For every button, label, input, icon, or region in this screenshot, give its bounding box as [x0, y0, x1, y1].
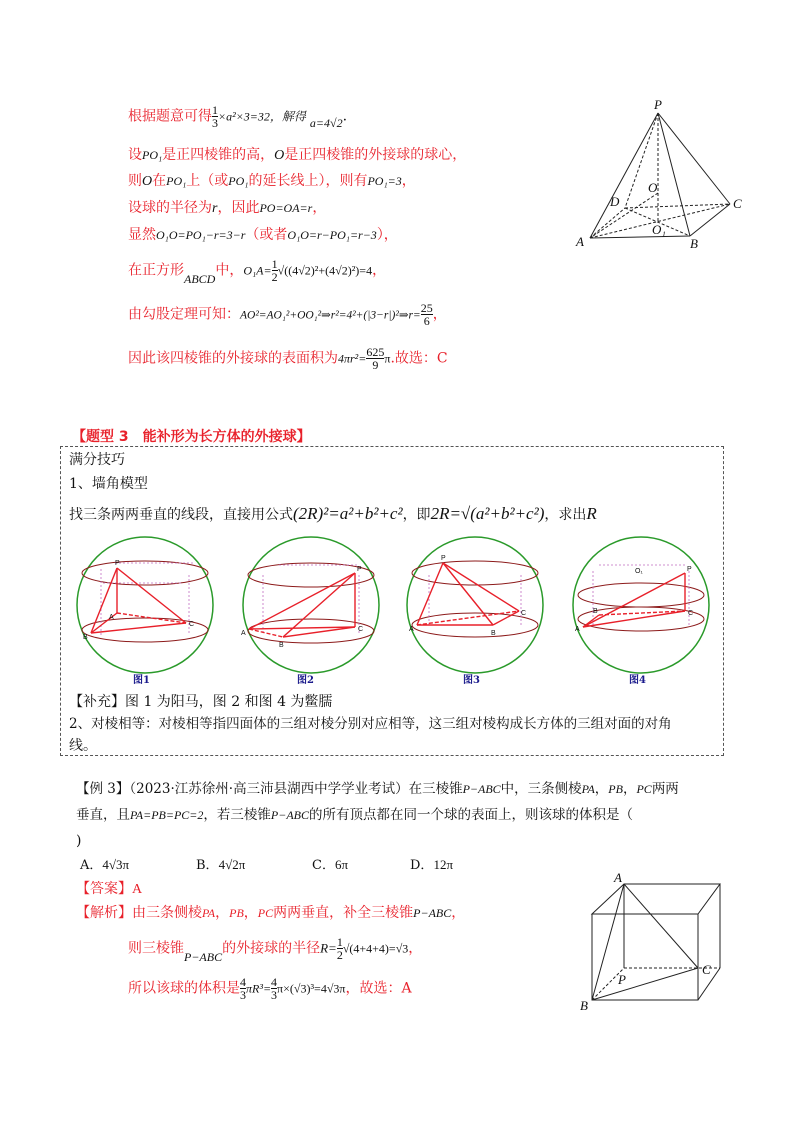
- fig-caption-4: 图4: [629, 675, 646, 686]
- fraction-625-9: $\frac{625}{9}$: [366, 345, 385, 372]
- svg-text:B: B: [279, 642, 284, 649]
- label-P: P: [654, 98, 662, 112]
- fig-caption-1: 图1: [133, 675, 150, 686]
- example3-line-1: 【例 3】（2023·江苏徐州·高三沛县湖西中学学业考试）在三棱锥P−ABC中，三条侧棱PA，PB，PC两两: [76, 781, 679, 797]
- pyramid-figure: [570, 98, 750, 250]
- answer-line: 【答案】A: [76, 881, 143, 897]
- fraction-four-thirds-b: $\frac{4}{3}$: [271, 975, 278, 1002]
- cube-label-P: P: [618, 972, 626, 987]
- tips-formula: 找三条两两垂直的线段，直接用公式(2R)²=a²+b²+c²，即2R=√(a²+b²+c²)，求出R: [69, 504, 597, 523]
- tips-heading: 满分技巧: [69, 452, 125, 468]
- svg-text:P: P: [115, 560, 120, 567]
- label-A: A: [576, 234, 584, 249]
- fig-caption-2: 图2: [297, 675, 314, 686]
- cube-label-A: A: [614, 870, 622, 885]
- svg-text:P: P: [441, 555, 446, 562]
- solution-line-1: 根据题意可得 $\frac{1}{3}$ ×a²×3=32，解得 a=4√2.: [128, 103, 348, 130]
- label-D: D: [610, 194, 620, 209]
- cube-label-C: C: [702, 962, 711, 977]
- svg-text:P: P: [687, 566, 692, 573]
- analysis-line-2: 则三棱锥P−ABC的外接球的半径R= $\frac{1}{2}$ √(4+4+4)=√3，: [128, 935, 423, 964]
- section-title: 【题型 3 能补形为长方体的外接球】: [72, 429, 311, 445]
- solution-line-6: 在正方形ABCD中，O₁A= $\frac{1}{2}$ √((4√2)²+(4√2)²)=4，: [128, 257, 387, 286]
- tips-supplement: 【补充】图 1 为阳马，图 2 和图 4 为鳖臑: [69, 694, 333, 710]
- solution-line-5: 显然O₁O=PO₁−r=3−r（或者O₁O=r−PO₁=r−3），: [128, 227, 398, 243]
- svg-text:A: A: [109, 614, 114, 621]
- fig-caption-3: 图3: [463, 675, 480, 686]
- solution-line-2: 设PO₁是正四棱锥的高，O是正四棱锥的外接球的球心，: [128, 147, 467, 163]
- option-d: D．12π: [410, 857, 454, 873]
- option-a: A．4√3π: [80, 857, 130, 873]
- svg-text:C: C: [358, 626, 364, 633]
- sphere-figure-3: [407, 537, 543, 673]
- svg-text:O₁: O₁: [635, 568, 643, 575]
- solution-line-7: 由勾股定理可知：AO²=AO₁²+OO₁²⇒r²=4²+(|3−r|)²⇒r= $\frac{25}{6}$ ，: [128, 301, 447, 328]
- svg-text:A: A: [575, 626, 580, 633]
- solution-line-4: 设球的半径为r，因此PO=OA=r，: [128, 200, 327, 216]
- tips-box: [60, 446, 724, 756]
- svg-text:C: C: [189, 621, 195, 628]
- label-C: C: [733, 196, 742, 211]
- svg-text:C: C: [521, 610, 527, 617]
- analysis-line-3: 所以该球的体积是 $\frac{4}{3}$ πR³= $\frac{4}{3}$ π×(√3)³=4√3π，故选：A: [128, 975, 412, 1002]
- sphere-figure-2: [241, 537, 379, 673]
- sphere-figure-4: [573, 537, 709, 673]
- analysis-line-1: 【解析】由三条侧棱PA，PB，PC两两垂直，补全三棱锥P−ABC，: [76, 905, 466, 921]
- tips-item-2-line-1: 2、对棱相等：对棱相等指四面体的三组对棱分别对应相等，这三组对棱构成长方体的三组对面的对角: [69, 716, 672, 732]
- svg-text:C: C: [688, 610, 694, 617]
- sphere-figures: [69, 535, 717, 685]
- svg-text:B: B: [593, 608, 598, 615]
- tips-item-1: 1、墙角模型: [69, 476, 148, 492]
- fraction-analysis-half: $\frac{1}{2}$: [336, 935, 343, 962]
- option-b: B．4√2π: [196, 857, 246, 873]
- svg-text:A: A: [409, 626, 414, 633]
- label-B: B: [690, 236, 698, 250]
- example3-line-3: ): [76, 833, 82, 849]
- cube-figure: [574, 870, 724, 1020]
- fraction-one-half: $\frac{1}{2}$: [271, 257, 278, 284]
- cube-label-B: B: [580, 998, 588, 1013]
- option-c: C．6π: [312, 857, 349, 873]
- example3-line-2: 垂直，且PA=PB=PC=2，若三棱锥P−ABC的所有顶点都在同一个球的表面上，则该球的体积是（: [76, 807, 633, 823]
- sphere-figure-1: [77, 537, 213, 673]
- svg-text:B: B: [491, 630, 496, 637]
- label-O: O: [648, 180, 658, 195]
- svg-text:A: A: [241, 630, 246, 637]
- solution-line-3: 则O在PO₁上（或PO₁的延长线上），则有PO₁=3，: [128, 173, 416, 189]
- label-O1: O₁: [652, 222, 666, 237]
- svg-text:B: B: [83, 634, 88, 641]
- solution-line-8: 因此该四棱锥的外接球的表面积为4πr²= $\frac{625}{9}$ π.故选：C: [128, 345, 448, 372]
- fraction-one-third: $\frac{1}{3}$: [212, 103, 218, 130]
- tips-item-2-line-2: 线。: [69, 738, 97, 754]
- fraction-four-thirds-a: $\frac{4}{3}$: [240, 975, 246, 1002]
- svg-text:P: P: [357, 566, 362, 573]
- fraction-25-6: $\frac{25}{6}$: [420, 301, 433, 328]
